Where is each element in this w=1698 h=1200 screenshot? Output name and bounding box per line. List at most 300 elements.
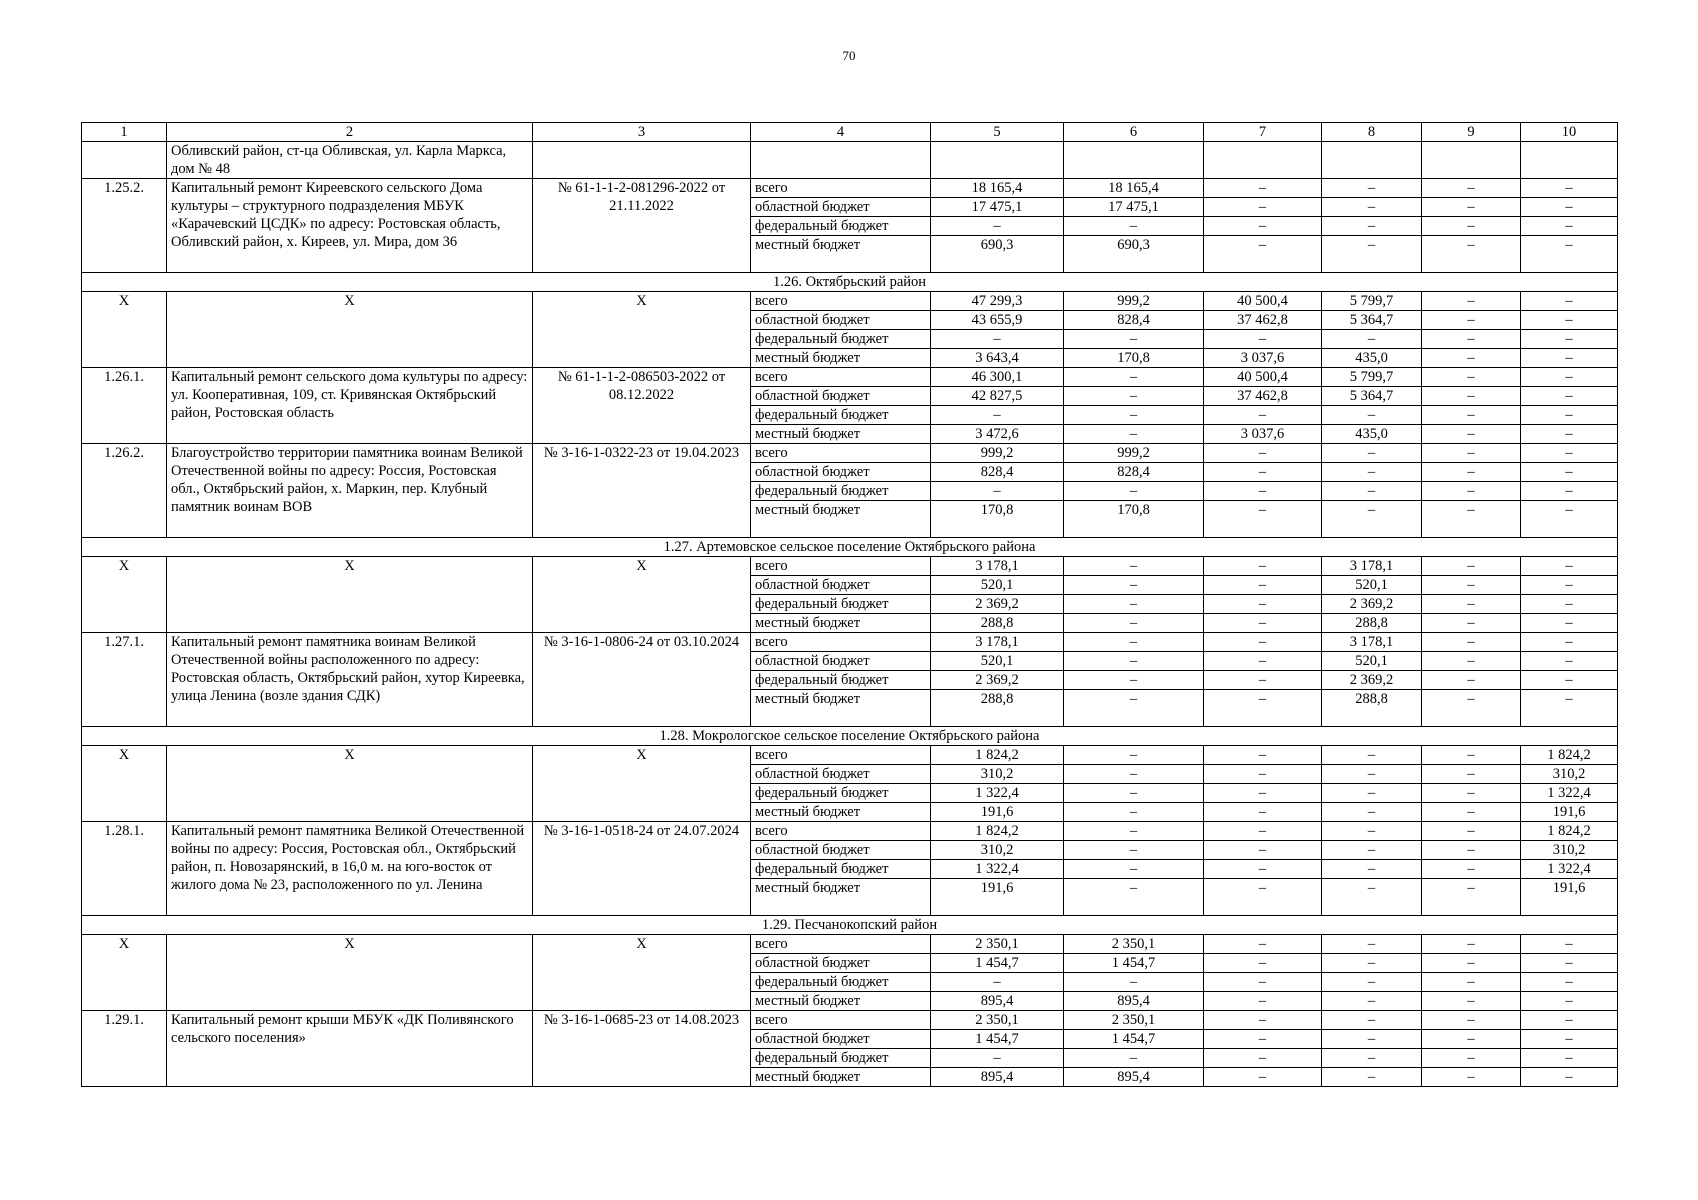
amount-cell: 520,1 [1322, 576, 1422, 595]
amount-cell: – [1322, 482, 1422, 501]
amount-cell: 5 799,7 [1322, 292, 1422, 311]
object-name: Обливский район, ст-ца Обливская, ул. Карла Маркса, дом № 48 [167, 142, 533, 179]
object-name: Капитальный ремонт памятника воинам Великой Отечественной войны расположенного по адресу: Ростовская область, Октябрьский район, хутор Киреевка, улица Ленина (возле здания СДК) [167, 633, 533, 727]
amount-cell: – [1422, 973, 1521, 992]
document-number: № 3-16-1-0518-24 от 24.07.2024 [533, 822, 751, 916]
funding-source-label: местный бюджет [751, 1068, 931, 1087]
column-number: 6 [1064, 123, 1204, 142]
amount-cell: 37 462,8 [1204, 311, 1322, 330]
amount-cell: – [1422, 425, 1521, 444]
amount-cell: 3 178,1 [931, 557, 1064, 576]
amount-cell: – [1322, 822, 1422, 841]
amount-cell: – [1322, 954, 1422, 973]
amount-cell: – [1422, 935, 1521, 954]
funding-source-label: федеральный бюджет [751, 860, 931, 879]
amount-cell: – [1064, 368, 1204, 387]
funding-source-label: местный бюджет [751, 614, 931, 633]
amount-cell: – [1422, 671, 1521, 690]
amount-cell: – [1204, 463, 1322, 482]
amount-cell: 2 350,1 [1064, 935, 1204, 954]
amount-cell: 5 799,7 [1322, 368, 1422, 387]
amount-cell: – [1204, 198, 1322, 217]
amount-cell: – [1422, 292, 1521, 311]
amount-cell: 828,4 [1064, 463, 1204, 482]
funding-source-label: областной бюджет [751, 311, 931, 330]
funding-source-label: федеральный бюджет [751, 1049, 931, 1068]
row-number: Х [82, 557, 167, 633]
column-number: 5 [931, 123, 1064, 142]
funding-source-label: всего [751, 633, 931, 652]
amount-cell: – [1422, 368, 1521, 387]
amount-cell: – [931, 406, 1064, 425]
amount-cell: – [1422, 879, 1521, 916]
amount-cell: – [1064, 671, 1204, 690]
amount-cell: – [1064, 746, 1204, 765]
document-number: № 3-16-1-0685-23 от 14.08.2023 [533, 1011, 751, 1087]
amount-cell: – [1204, 784, 1322, 803]
amount-cell: – [1322, 784, 1422, 803]
empty-cell [533, 142, 751, 179]
amount-cell: – [1521, 935, 1618, 954]
funding-source-label: областной бюджет [751, 765, 931, 784]
amount-cell: – [1064, 803, 1204, 822]
amount-cell: – [1521, 954, 1618, 973]
amount-cell: – [1422, 1049, 1521, 1068]
amount-cell: – [1204, 1049, 1322, 1068]
amount-cell: 40 500,4 [1204, 368, 1322, 387]
funding-source-label: федеральный бюджет [751, 406, 931, 425]
amount-cell: – [1204, 954, 1322, 973]
amount-cell: 520,1 [931, 652, 1064, 671]
funding-source-label: всего [751, 746, 931, 765]
funding-source-label: местный бюджет [751, 879, 931, 916]
funding-source-label: областной бюджет [751, 841, 931, 860]
amount-cell: – [931, 1049, 1064, 1068]
amount-cell: – [1204, 576, 1322, 595]
funding-source-label: местный бюджет [751, 349, 931, 368]
amount-cell: – [1204, 1068, 1322, 1087]
row-number: Х [82, 746, 167, 822]
amount-cell: – [1204, 992, 1322, 1011]
document-number: Х [533, 746, 751, 822]
amount-cell: – [1521, 311, 1618, 330]
amount-cell: – [1422, 633, 1521, 652]
amount-cell: – [1064, 576, 1204, 595]
section-title: 1.28. Мокрологское сельское поселение Октябрьского района [82, 727, 1618, 746]
amount-cell: 895,4 [1064, 992, 1204, 1011]
object-name: Капитальный ремонт крыши МБУК «ДК Поливянского сельского поселения» [167, 1011, 533, 1087]
amount-cell: – [1521, 217, 1618, 236]
amount-cell: – [1322, 935, 1422, 954]
amount-cell: – [1064, 841, 1204, 860]
continuation-row [82, 142, 1618, 179]
amount-cell: – [1422, 311, 1521, 330]
amount-cell: – [1521, 349, 1618, 368]
amount-cell: – [1422, 349, 1521, 368]
funding-source-label: областной бюджет [751, 652, 931, 671]
document-number: № 3-16-1-0806-24 от 03.10.2024 [533, 633, 751, 727]
amount-cell: – [1204, 879, 1322, 916]
funding-source-label: местный бюджет [751, 690, 931, 727]
amount-cell: – [1204, 1030, 1322, 1049]
empty-cell [1521, 142, 1618, 179]
empty-cell [1064, 142, 1204, 179]
object-name: Х [167, 557, 533, 633]
amount-cell: – [1204, 671, 1322, 690]
funding-source-label: местный бюджет [751, 425, 931, 444]
page-number: 70 [842, 48, 856, 63]
amount-cell: – [1064, 822, 1204, 841]
row-number: 1.28.1. [82, 822, 167, 916]
amount-cell: – [1422, 765, 1521, 784]
document-number: № 3-16-1-0322-23 от 19.04.2023 [533, 444, 751, 538]
funding-source-label: федеральный бюджет [751, 671, 931, 690]
amount-cell: – [1064, 652, 1204, 671]
amount-cell: – [1064, 765, 1204, 784]
amount-cell: 999,2 [1064, 292, 1204, 311]
amount-cell: – [1064, 217, 1204, 236]
amount-cell: – [1422, 501, 1521, 538]
amount-cell: – [1204, 482, 1322, 501]
amount-cell: 310,2 [1521, 841, 1618, 860]
amount-cell: – [1064, 860, 1204, 879]
amount-cell: – [1204, 765, 1322, 784]
amount-cell: – [1322, 236, 1422, 273]
amount-cell: 3 037,6 [1204, 425, 1322, 444]
amount-cell: 1 454,7 [931, 954, 1064, 973]
amount-cell: – [1521, 179, 1618, 198]
amount-cell: – [1322, 1049, 1422, 1068]
amount-cell: 191,6 [931, 879, 1064, 916]
amount-cell: 191,6 [1521, 879, 1618, 916]
amount-cell: 310,2 [931, 765, 1064, 784]
amount-cell: 895,4 [1064, 1068, 1204, 1087]
amount-cell: 288,8 [931, 614, 1064, 633]
section-row [82, 273, 1618, 292]
amount-cell: 1 824,2 [931, 822, 1064, 841]
funding-source-label: федеральный бюджет [751, 330, 931, 349]
object-name: Благоустройство территории памятника воинам Великой Отечественной войны по адресу: Россия, Ростовская обл., Октябрьский район, х. Маркин, пер. Клубный памятник воинам ВОВ [167, 444, 533, 538]
funding-source-label: федеральный бюджет [751, 595, 931, 614]
amount-cell: – [1422, 784, 1521, 803]
amount-cell: – [1521, 406, 1618, 425]
amount-cell: – [1422, 595, 1521, 614]
amount-cell: – [1064, 557, 1204, 576]
row-number: 1.25.2. [82, 179, 167, 273]
amount-cell: 5 364,7 [1322, 311, 1422, 330]
amount-cell: – [1204, 444, 1322, 463]
document-number: № 61-1-1-2-081296-2022 от 21.11.2022 [533, 179, 751, 273]
funding-source-label: местный бюджет [751, 992, 931, 1011]
amount-cell: 5 364,7 [1322, 387, 1422, 406]
row-number: 1.27.1. [82, 633, 167, 727]
amount-cell: – [1204, 935, 1322, 954]
amount-cell: – [1521, 1049, 1618, 1068]
amount-cell: 310,2 [1521, 765, 1618, 784]
column-number: 3 [533, 123, 751, 142]
amount-cell: 435,0 [1322, 349, 1422, 368]
amount-cell: – [1322, 1068, 1422, 1087]
amount-cell: 3 037,6 [1204, 349, 1322, 368]
funding-row [82, 746, 1618, 765]
empty-cell [931, 142, 1064, 179]
section-row [82, 727, 1618, 746]
amount-cell: 170,8 [1064, 501, 1204, 538]
amount-cell: – [1064, 406, 1204, 425]
amount-cell: – [1322, 217, 1422, 236]
amount-cell: 170,8 [931, 501, 1064, 538]
object-name: Х [167, 292, 533, 368]
row-number [82, 142, 167, 179]
amount-cell: 895,4 [931, 992, 1064, 1011]
amount-cell: – [1422, 860, 1521, 879]
funding-source-label: областной бюджет [751, 1030, 931, 1049]
amount-cell: 690,3 [931, 236, 1064, 273]
amount-cell: – [1064, 1049, 1204, 1068]
amount-cell: – [1322, 973, 1422, 992]
amount-cell: 520,1 [931, 576, 1064, 595]
funding-source-label: областной бюджет [751, 463, 931, 482]
funding-source-label: местный бюджет [751, 501, 931, 538]
column-number: 8 [1322, 123, 1422, 142]
amount-cell: – [1064, 387, 1204, 406]
amount-cell: 3 472,6 [931, 425, 1064, 444]
amount-cell: – [1204, 614, 1322, 633]
amount-cell: – [1064, 879, 1204, 916]
amount-cell: – [1064, 633, 1204, 652]
document-number: Х [533, 557, 751, 633]
column-number: 7 [1204, 123, 1322, 142]
amount-cell: – [1204, 501, 1322, 538]
funding-row [82, 557, 1618, 576]
amount-cell: – [931, 330, 1064, 349]
amount-cell: – [1521, 444, 1618, 463]
amount-cell: 17 475,1 [1064, 198, 1204, 217]
section-title: 1.26. Октябрьский район [82, 273, 1618, 292]
funding-row [82, 935, 1618, 954]
funding-source-label: местный бюджет [751, 803, 931, 822]
funding-row [82, 292, 1618, 311]
empty-cell [1322, 142, 1422, 179]
amount-cell: – [1064, 482, 1204, 501]
amount-cell: 170,8 [1064, 349, 1204, 368]
amount-cell: – [1322, 406, 1422, 425]
amount-cell: 1 824,2 [931, 746, 1064, 765]
amount-cell: – [1422, 614, 1521, 633]
column-number: 10 [1521, 123, 1618, 142]
funding-row [82, 1011, 1618, 1030]
amount-cell: – [1521, 1011, 1618, 1030]
amount-cell: – [1422, 954, 1521, 973]
funding-source-label: федеральный бюджет [751, 784, 931, 803]
amount-cell: 37 462,8 [1204, 387, 1322, 406]
row-number: Х [82, 292, 167, 368]
amount-cell: – [1521, 198, 1618, 217]
amount-cell: 3 178,1 [1322, 633, 1422, 652]
amount-cell: – [1521, 330, 1618, 349]
amount-cell: – [1422, 482, 1521, 501]
amount-cell: – [1422, 198, 1521, 217]
amount-cell: 3 643,4 [931, 349, 1064, 368]
funding-source-label: всего [751, 557, 931, 576]
amount-cell: – [1204, 860, 1322, 879]
amount-cell: 1 322,4 [931, 784, 1064, 803]
amount-cell: – [1521, 557, 1618, 576]
amount-cell: – [1521, 236, 1618, 273]
funding-source-label: всего [751, 179, 931, 198]
amount-cell: – [1204, 841, 1322, 860]
amount-cell: – [1521, 368, 1618, 387]
amount-cell: – [1064, 614, 1204, 633]
amount-cell: – [1521, 614, 1618, 633]
funding-source-label: всего [751, 444, 931, 463]
amount-cell: 690,3 [1064, 236, 1204, 273]
amount-cell: 42 827,5 [931, 387, 1064, 406]
empty-cell [751, 142, 931, 179]
row-number: 1.29.1. [82, 1011, 167, 1087]
amount-cell: – [1422, 463, 1521, 482]
amount-cell: 1 322,4 [1521, 784, 1618, 803]
object-name: Х [167, 746, 533, 822]
amount-cell: – [1322, 992, 1422, 1011]
amount-cell: 18 165,4 [1064, 179, 1204, 198]
funding-row [82, 179, 1618, 198]
funding-source-label: всего [751, 1011, 931, 1030]
funding-source-label: федеральный бюджет [751, 973, 931, 992]
amount-cell: – [1422, 179, 1521, 198]
amount-cell: 999,2 [1064, 444, 1204, 463]
amount-cell: 435,0 [1322, 425, 1422, 444]
document-number: Х [533, 292, 751, 368]
amount-cell: – [1422, 387, 1521, 406]
amount-cell: 46 300,1 [931, 368, 1064, 387]
amount-cell: – [1204, 217, 1322, 236]
amount-cell: – [1521, 482, 1618, 501]
amount-cell: 1 824,2 [1521, 822, 1618, 841]
amount-cell: 288,8 [1322, 690, 1422, 727]
amount-cell: – [931, 217, 1064, 236]
object-name: Капитальный ремонт сельского дома культуры по адресу: ул. Кооперативная, 109, ст. Кривянская Октябрьский район, Ростовская область [167, 368, 533, 444]
amount-cell: – [1204, 652, 1322, 671]
amount-cell: 18 165,4 [931, 179, 1064, 198]
amount-cell: – [1204, 236, 1322, 273]
amount-cell: – [1521, 1068, 1618, 1087]
amount-cell: – [1322, 1011, 1422, 1030]
amount-cell: 310,2 [931, 841, 1064, 860]
amount-cell: – [1422, 406, 1521, 425]
amount-cell: 1 454,7 [1064, 954, 1204, 973]
amount-cell: 2 369,2 [1322, 671, 1422, 690]
funding-source-label: всего [751, 822, 931, 841]
amount-cell: – [1322, 179, 1422, 198]
amount-cell: – [1322, 765, 1422, 784]
amount-cell: 2 369,2 [1322, 595, 1422, 614]
amount-cell: – [1422, 690, 1521, 727]
amount-cell: – [1521, 671, 1618, 690]
funding-source-label: областной бюджет [751, 198, 931, 217]
column-number: 2 [167, 123, 533, 142]
funding-source-label: федеральный бюджет [751, 482, 931, 501]
amount-cell: – [1521, 425, 1618, 444]
amount-cell: – [1521, 992, 1618, 1011]
amount-cell: 288,8 [1322, 614, 1422, 633]
amount-cell: – [1322, 803, 1422, 822]
funding-source-label: всего [751, 292, 931, 311]
amount-cell: – [1422, 746, 1521, 765]
amount-cell: – [1322, 746, 1422, 765]
amount-cell: – [1521, 973, 1618, 992]
amount-cell: – [1322, 501, 1422, 538]
amount-cell: 1 322,4 [1521, 860, 1618, 879]
funding-row [82, 444, 1618, 463]
amount-cell: – [1204, 633, 1322, 652]
column-number: 4 [751, 123, 931, 142]
column-number-row [82, 123, 1618, 142]
column-number: 9 [1422, 123, 1521, 142]
amount-cell: – [1422, 576, 1521, 595]
amount-cell: – [1521, 652, 1618, 671]
amount-cell: – [1322, 860, 1422, 879]
section-row [82, 916, 1618, 935]
amount-cell: – [1064, 425, 1204, 444]
funding-row [82, 368, 1618, 387]
amount-cell: – [1422, 841, 1521, 860]
amount-cell: – [1422, 217, 1521, 236]
funding-row [82, 822, 1618, 841]
amount-cell: – [931, 973, 1064, 992]
amount-cell: 1 322,4 [931, 860, 1064, 879]
funding-source-label: всего [751, 368, 931, 387]
amount-cell: – [1064, 595, 1204, 614]
amount-cell: – [1322, 198, 1422, 217]
amount-cell: – [1422, 330, 1521, 349]
funding-source-label: областной бюджет [751, 387, 931, 406]
amount-cell: – [1204, 690, 1322, 727]
amount-cell: – [1521, 690, 1618, 727]
amount-cell: 191,6 [1521, 803, 1618, 822]
amount-cell: – [1422, 1068, 1521, 1087]
row-number: 1.26.2. [82, 444, 167, 538]
amount-cell: – [1204, 746, 1322, 765]
amount-cell: – [1422, 652, 1521, 671]
amount-cell: – [1521, 387, 1618, 406]
amount-cell: – [1204, 557, 1322, 576]
amount-cell: – [1322, 841, 1422, 860]
amount-cell: 288,8 [931, 690, 1064, 727]
amount-cell: 47 299,3 [931, 292, 1064, 311]
section-title: 1.27. Артемовское сельское поселение Октябрьского района [82, 538, 1618, 557]
amount-cell: – [1204, 406, 1322, 425]
amount-cell: 1 824,2 [1521, 746, 1618, 765]
amount-cell: 828,4 [1064, 311, 1204, 330]
amount-cell: 3 178,1 [1322, 557, 1422, 576]
section-row [82, 538, 1618, 557]
funding-row [82, 633, 1618, 652]
funding-source-label: федеральный бюджет [751, 217, 931, 236]
amount-cell: 40 500,4 [1204, 292, 1322, 311]
amount-cell: – [1064, 973, 1204, 992]
amount-cell: – [1521, 633, 1618, 652]
object-name: Х [167, 935, 533, 1011]
amount-cell: 1 454,7 [931, 1030, 1064, 1049]
section-title: 1.29. Песчанокопский район [82, 916, 1618, 935]
funding-source-label: областной бюджет [751, 576, 931, 595]
funding-source-label: местный бюджет [751, 236, 931, 273]
amount-cell: – [1422, 992, 1521, 1011]
amount-cell: 895,4 [931, 1068, 1064, 1087]
amount-cell: 999,2 [931, 444, 1064, 463]
empty-cell [1204, 142, 1322, 179]
